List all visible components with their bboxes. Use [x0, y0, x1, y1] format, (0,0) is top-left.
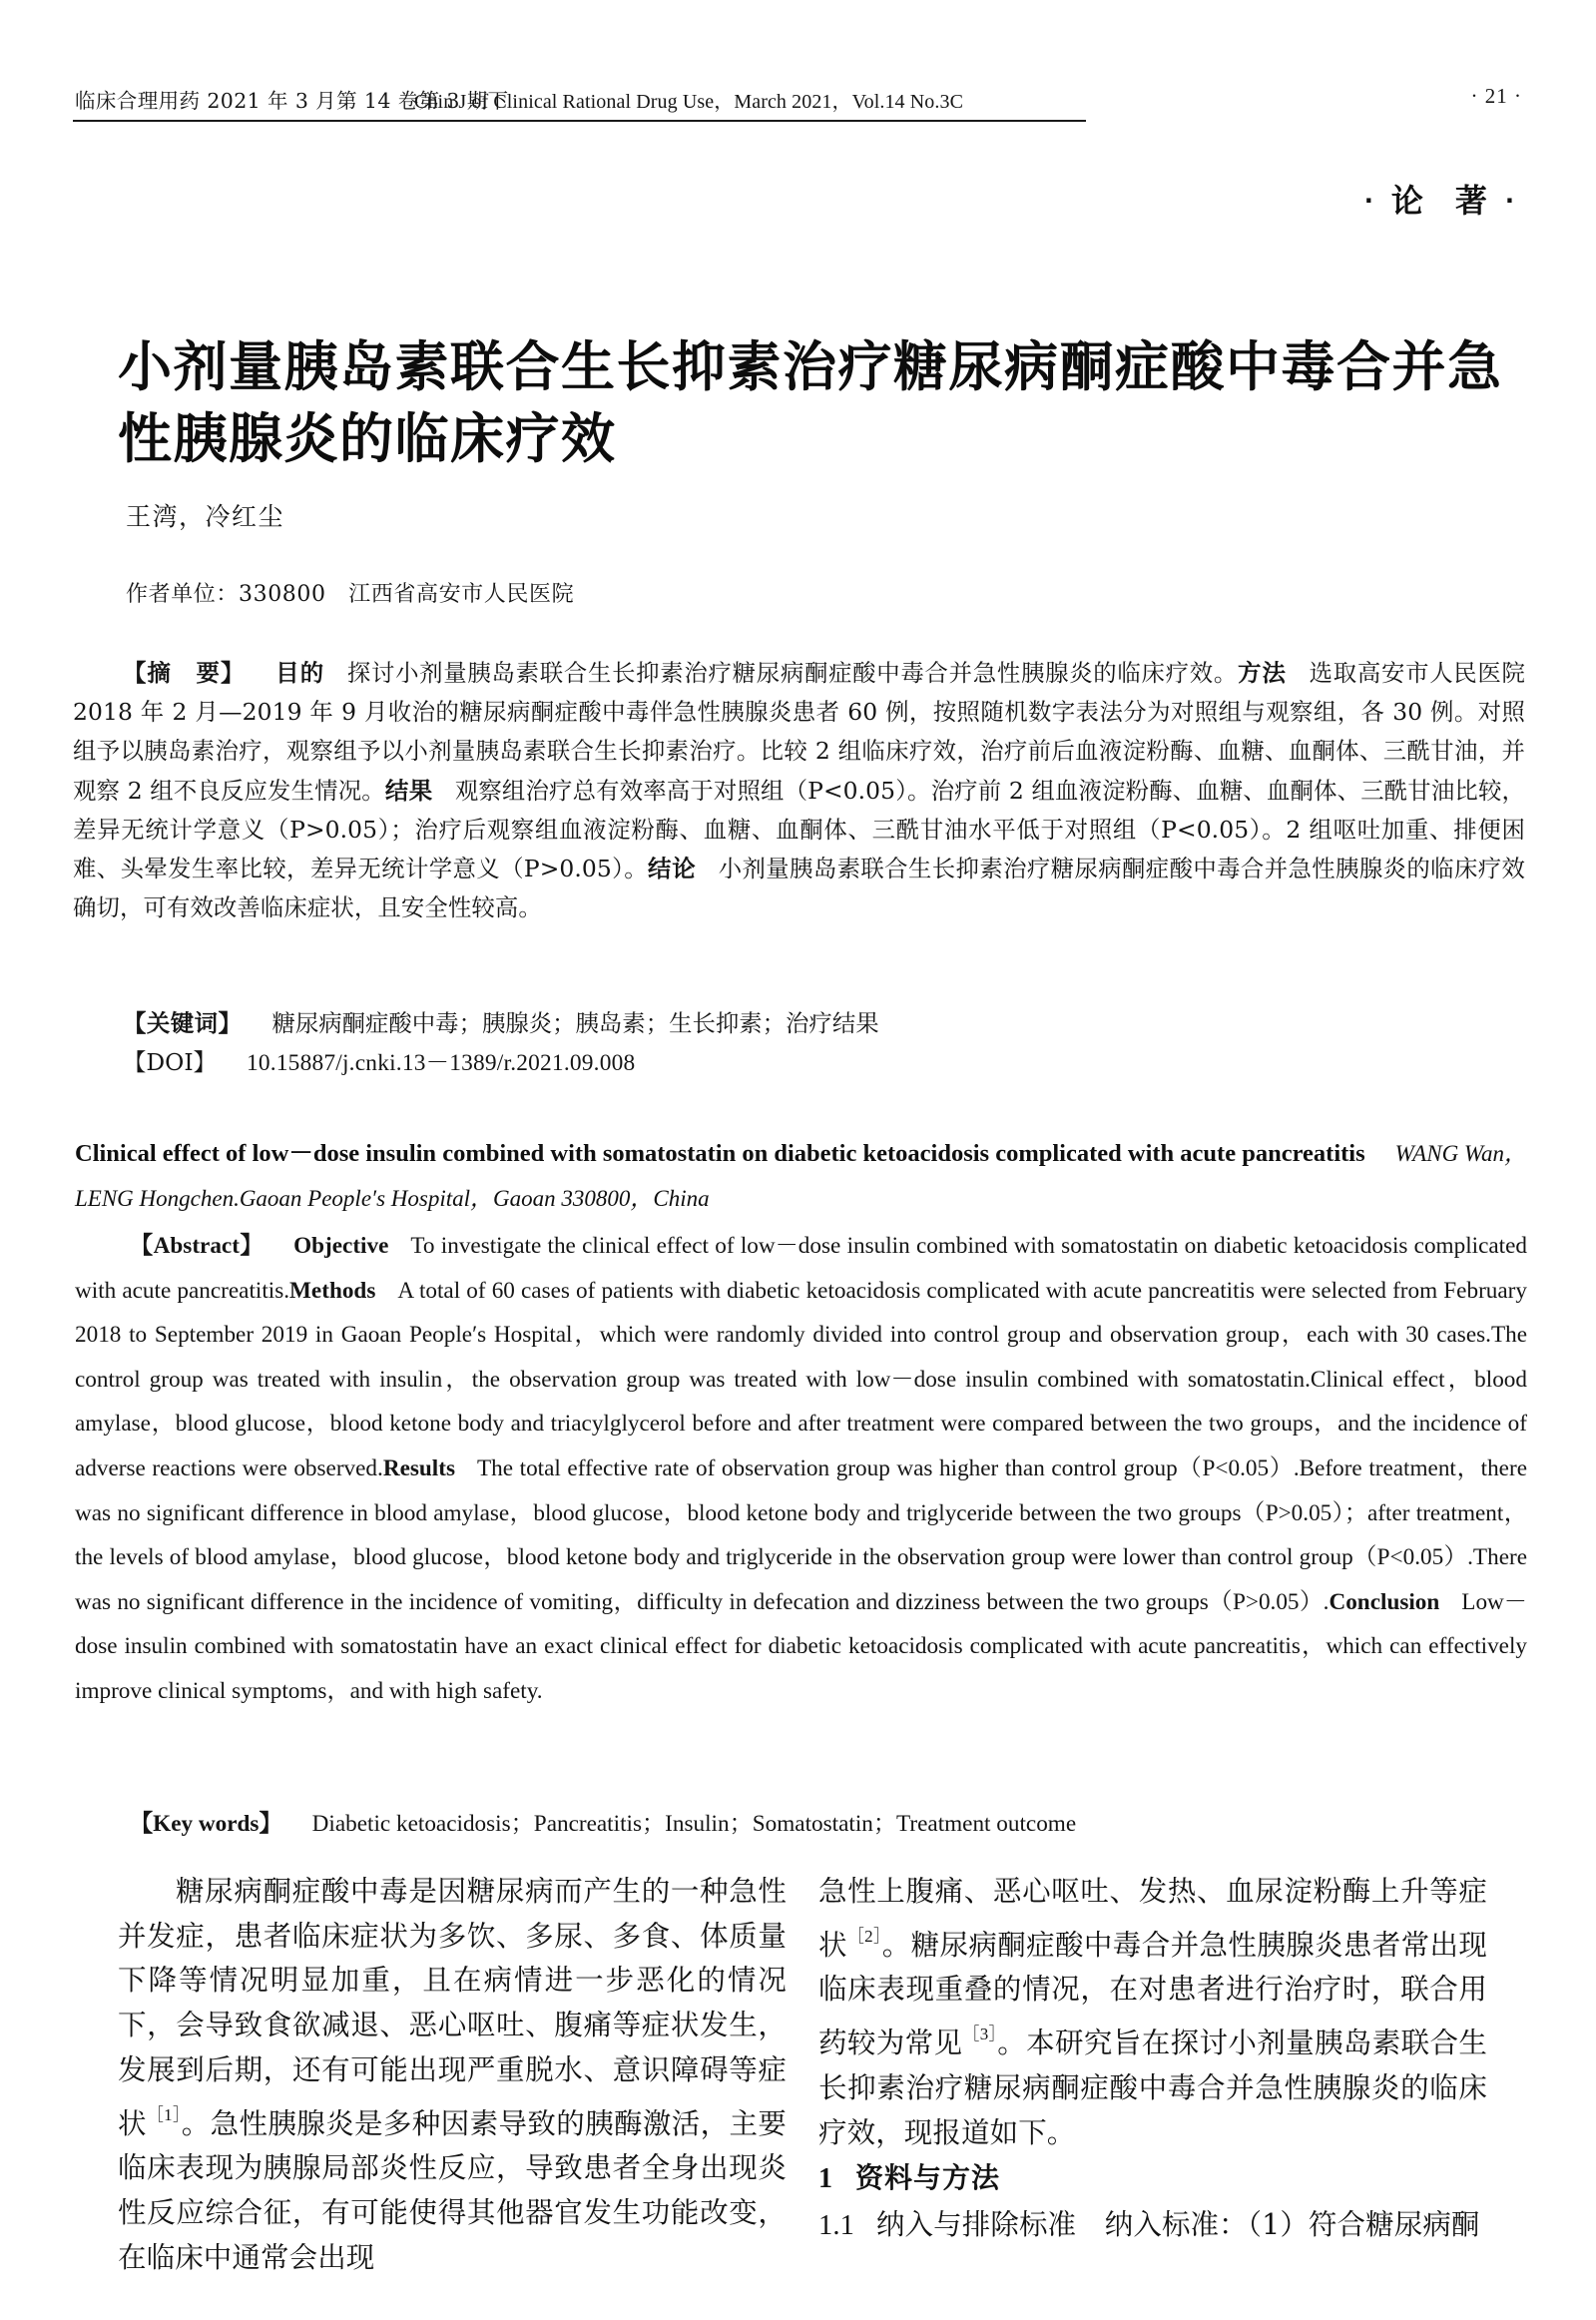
- abstract-english-objective-label: Objective: [293, 1233, 389, 1259]
- body-left-text-b: 。急性胰腺炎是多种因素导致的胰酶激活，主要临床表现为胰腺局部炎性反应，导致患者全身出现炎性反应综合征，有可能使得其他器官发生功能改变，在临床中通常会出现: [118, 2106, 788, 2274]
- abstract-chinese-objective-text: 探讨小剂量胰岛素联合生长抑素治疗糖尿病酮症酸中毒合并急性胰腺炎的临床疗效。: [346, 659, 1238, 687]
- abstract-english-conclusion-label: Conclusion: [1329, 1588, 1440, 1615]
- abstract-english-label: 【Abstract】: [130, 1233, 265, 1259]
- doi-value[interactable]: 10.15887/j.cnki.13－1389/r.2021.09.008: [246, 1050, 636, 1076]
- section-heading-1-number: 1: [818, 2163, 833, 2195]
- reference-marker-2: ［2］: [846, 1926, 882, 1946]
- body-column-left: [118, 1870, 787, 2280]
- article-authors-affiliation-english: WANG Wan，LENG Hongchen.Gaoan People′s Hospital，Gaoan 330800，China: [75, 1141, 1527, 1211]
- abstract-english-methods-text: A total of 60 cases of patients with diabetic ketoacidosis complicated with acute pancreatitis were selected from February 2018 to September 2019 in Gaoan People′s Hospital，which were randomly divided into control group and observation group，each with 30 cases.The control group was treated with insulin，the observation group was treated with low－dose insulin combined with somatostatin.Clinical effect，blood amylase，blood glucose，blood ketone body and triacylglycerol before and after treatment were compared between the two groups，and the incidence of adverse reactions were observed.: [75, 1277, 1527, 1481]
- body-right-text-a: 急性上腹痛、恶心呕吐、发热、血尿淀粉酶上升等症状: [818, 1875, 1487, 1962]
- body-right-text-c: 。本研究旨在探讨小剂量胰岛素联合生长抑素治疗糖尿病酮症酸中毒合并急性胰腺炎的临床疗效，现报道如下。: [818, 2027, 1488, 2149]
- body-paragraph: [818, 1870, 1487, 2155]
- abstract-chinese-results-label: 结果: [384, 776, 433, 805]
- body-right-text-b: 。糖尿病酮症酸中毒合并急性胰腺炎患者常出现临床表现重叠的情况，在对患者进行治疗时，联合用药较为常见: [818, 1928, 1488, 2060]
- abstract-english-objective-text: To investigate the clinical effect of low－dose insulin combined with somatostatin on diabetic ketoacidosis complicated with acute pancreatitis.: [75, 1233, 1527, 1304]
- article-affiliation-chinese: 作者单位：330800 江西省高安市人民医院: [126, 582, 575, 607]
- keywords-chinese: [73, 1004, 1525, 1043]
- article-title-english: [75, 1131, 1527, 1221]
- keywords-english: [75, 1802, 1527, 1846]
- doi-block: [73, 1043, 1525, 1083]
- keywords-chinese-label: 【关键词】: [123, 1009, 243, 1037]
- section-heading-1-1-number: 1.1: [818, 2210, 854, 2242]
- abstract-chinese-objective-label: 目的: [274, 659, 325, 687]
- abstract-english-conclusion-text: Low－dose insulin combined with somatostatin have an exact clinical effect for diabetic ketoacidosis complicated with acute pancreatitis，which can effectively improve clinical symptoms，and with high safety.: [75, 1588, 1527, 1704]
- abstract-chinese-methods-text: 选取高安市人民医院 2018 年 2 月—2019 年 9 月收治的糖尿病酮症酸中毒伴急性胰腺炎患者 60 例，按照随机数字表法分为对照组与观察组，各 30 例。对照组予以胰岛素治疗，观察组予以小剂量胰岛素联合生长抑素治疗。比较 2 组临床疗效，治疗前后血液淀粉酶、血糖、血酮体、三酰甘油，并观察 2 组不良反应发生情况。: [73, 659, 1526, 805]
- section-marker-left-dot: ·: [1363, 187, 1375, 215]
- keywords-english-label: 【Key words】: [130, 1811, 282, 1837]
- abstract-chinese-label: 【摘 要】: [123, 659, 246, 687]
- article-authors-chinese: 王湾，冷红尘: [126, 502, 285, 531]
- abstract-english-results-label: Results: [382, 1454, 455, 1481]
- abstract-chinese-conclusion-label: 结论: [648, 855, 697, 883]
- abstract-chinese-methods-label: 方法: [1237, 659, 1288, 687]
- section-marker: [1364, 176, 1516, 222]
- running-head-chinese: 临床合理用药 2021 年 3 月第 14 卷第 3 期下: [75, 89, 509, 113]
- article-title-english-text: Clinical effect of low－dose insulin combined with somatostatin on diabetic ketoacidosis complicated with acute pancreatitis: [75, 1140, 1365, 1167]
- running-head-english: Chin J of Clinical Rational Drug Use，March 2021，Vol.14 No.3C: [414, 91, 964, 113]
- abstract-chinese-paragraph: [73, 654, 1525, 927]
- section-heading-1-1-text: 纳入与排除标准 纳入标准：（1）符合糖尿病酮: [875, 2208, 1480, 2242]
- body-left-text-a: 糖尿病酮症酸中毒是因糖尿病而产生的一种急性并发症，患者临床症状为多饮、多尿、多食、体质量下降等情况明显加重，且在病情进一步恶化的情况下，会导致食欲减退、恶心呕吐、腹痛等症状发生，发展到后期，还有可能出现严重脱水、意识障碍等症状: [118, 1875, 787, 2140]
- reference-marker-1: ［1］: [146, 2104, 182, 2124]
- section-heading-1-text: 资料与方法: [855, 2161, 1001, 2195]
- header-rule: [73, 120, 1086, 122]
- page-number: · 21 ·: [1470, 84, 1522, 108]
- section-marker-word-1: 论: [1390, 182, 1425, 220]
- keywords-english-text: Diabetic ketoacidosis；Pancreatitis；Insulin；Somatostatin；Treatment outcome: [311, 1811, 1077, 1837]
- article-title-chinese: 小剂量胰岛素联合生长抑素治疗糖尿病酮症酸中毒合并急性胰腺炎的临床疗效: [118, 335, 1503, 471]
- abstract-english-results-text: The total effective rate of observation group was higher than control group（P<0.05）.Before treatment，there was no significant difference in blood amylase，blood glucose，blood ketone body and triglyceride between the two groups（P>0.05）；after treatment，the levels of blood amylase，blood glucose，blood ketone body and triglyceride in the observation group were lower than control group（P<0.05）.There was no significant difference in the incidence of vomiting，difficulty in defecation and dizziness between the two groups（P>0.05）.: [75, 1454, 1527, 1615]
- body-column-right: [818, 1870, 1487, 2248]
- section-heading-1: [818, 2155, 1487, 2202]
- reference-marker-3: ［3］: [962, 2025, 998, 2044]
- section-marker-word-2: 著: [1454, 182, 1489, 220]
- running-head: [75, 84, 1522, 130]
- abstract-chinese-results-text: 观察组治疗总有效率高于对照组（P<0.05）。治疗前 2 组血液淀粉酶、血糖、血酮体、三酰甘油比较，差异无统计学意义（P>0.05）；治疗后观察组血液淀粉酶、血糖、血酮体、三酰甘油水平低于对照组（P<0.05）。2 组呕吐加重、排便困难、头晕发生率比较，差异无统计学意义（P>0.05）。: [73, 776, 1526, 883]
- section-marker-right-dot: ·: [1504, 187, 1516, 215]
- keywords-chinese-text: 糖尿病酮症酸中毒；胰腺炎；胰岛素；生长抑素；治疗结果: [271, 1009, 879, 1037]
- doi-label: 【DOI】: [123, 1048, 217, 1076]
- abstract-english-methods-label: Methods: [289, 1277, 376, 1304]
- abstract-english-paragraph: [75, 1224, 1527, 1714]
- abstract-chinese-conclusion-text: 小剂量胰岛素联合生长抑素治疗糖尿病酮症酸中毒合并急性胰腺炎的临床疗效确切，可有效改善临床症状，且安全性较高。: [73, 855, 1526, 922]
- body-paragraph: [118, 1870, 787, 2280]
- abstract-chinese: [73, 654, 1525, 927]
- section-heading-1-1: [818, 2202, 1487, 2248]
- abstract-english: [75, 1224, 1527, 1714]
